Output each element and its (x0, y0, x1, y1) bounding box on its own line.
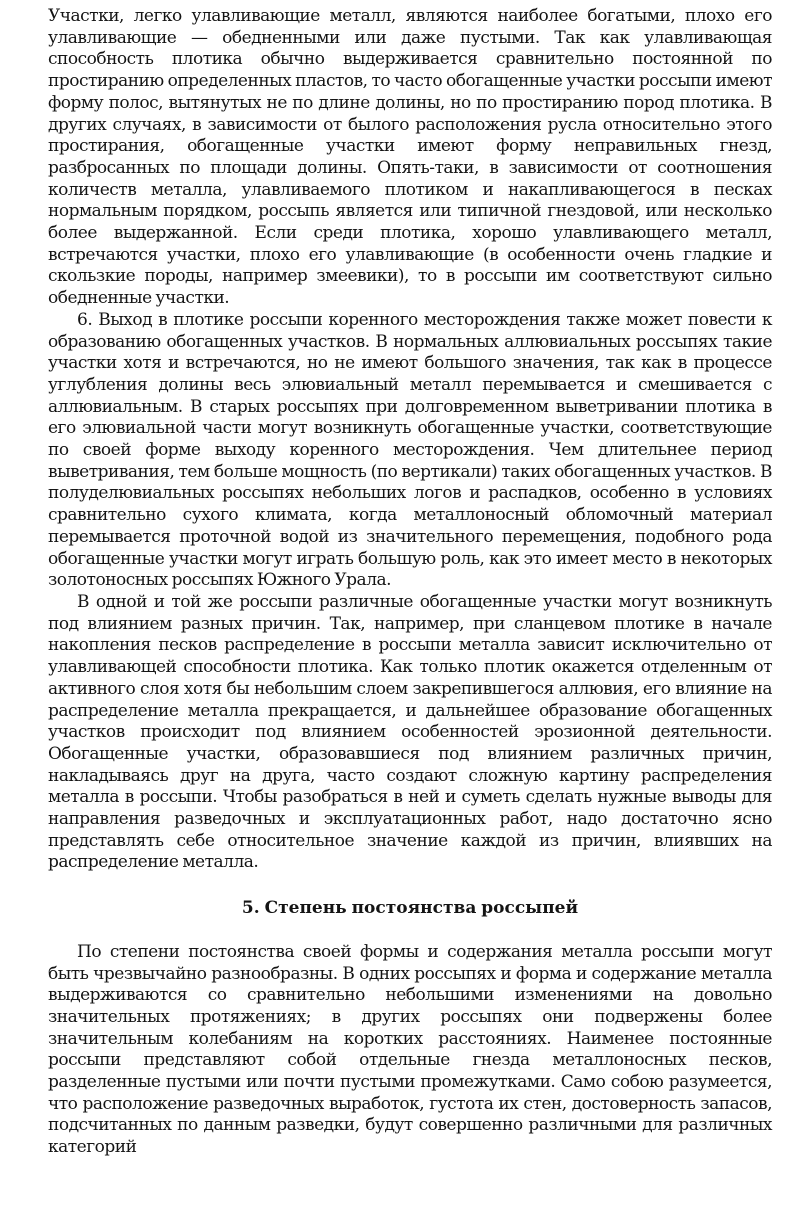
paragraph-causes: В одной и той же россыпи различные обогащенные участки могут возникнуть под влиянием разных причин. Так, например, при сланцевом плотике в начале накопления песков распределение в россыпи металла зависит исключительно от улавливающей способности плотика. Как только плотик окажется отделенным от активного слоя хотя бы небольшим слоем закрепившегося аллювия, его влияние на распределение металла прекращается, и дальнейшее образование обогащенных участков происходит под влиянием особенностей эрозионной деятельности. Обогащенные участки, образовавшиеся под влиянием различных причин, накладываясь друг на друга, часто создают сложную картину распределения металла в россыпи. Чтобы разобраться в ней и суметь сделать нужные выводы для направления разведочных и эксплуатационных работ, надо достаточно ясно представлять себе относительное значение каждой из причин, влиявших на распределение металла. (48, 591, 772, 873)
paragraph-constancy: По степени постоянства своей формы и содержания металла россыпи могут быть чрезвычайно разнообразны. В одних россыпях и форма и содержание металла выдерживаются со сравнительно небольшими изменениями на довольно значительных протяжениях; в других россыпях они подвержены более значительным колебаниям на коротких расстояниях. Наименее постоянные россыпи представляют собой отдельные гнезда металлоносных песков, разделенные пустыми или почти пустыми промежутками. Само собою разумеется, что расположение разведочных выработок, густота их стен, достоверность запасов, подсчитанных по данным разведки, будут совершенно различными для различных категорий (48, 941, 772, 1158)
paragraph-opening: Участки, легко улавливающие металл, являются наиболее богатыми, плохо его улавливающие — обедненными или даже пустыми. Так как улавливающая способность плотика обычно выдерживается сравнительно постоянной по простиранию определенных пластов, то часто обогащенные участки россыпи имеют форму полос, вытянутых не по длине долины, но по простиранию пород плотика. В других случаях, в зависимости от былого расположения русла относительно этого простирания, обогащенные участки имеют форму неправильных гнезд, разбросанных по площади долины. Опять-таки, в зависимости от соотношения количеств металла, улавливаемого плотиком и накапливающегося в песках нормальным порядком, россыпь является или типичной гнездовой, или несколько более выдержанной. Если среди плотика, хорошо улавливающего металл, встречаются участки, плохо его улавливающие (в особенности очень гладкие и скользкие породы, например змеевики), то в россыпи им соответствуют сильно обедненные участки. (48, 6, 772, 309)
section-heading: 5. Степень постоянства россыпей (241, 898, 579, 919)
paragraph-item-6: 6. Выход в плотике россыпи коренного месторождения также может повести к образованию обогащенных участков. В нормальных аллювиальных россыпях такие участки хотя и встречаются, но не имеют большого значения, так как в процессе углубления долины весь элювиальный металл перемывается и смешивается с аллювиальным. В старых россыпях при долговременном выветривании плотика в его элювиальной части могут возникнуть обогащенные участки, соответствующие по своей форме выходу коренного месторождения. Чем длительнее период выветривания, тем больше мощность (по вертикали) таких обогащенных участков. В полуделювиальных россыпях небольших логов и распадков, особенно в условиях сравнительно сухого климата, когда металлоносный обломочный материал перемывается проточной водой из значительного перемещения, подобного рода обогащенные участки могут играть большую роль, как это имеет место в некоторых золотоносных россыпях Южного Урала. (48, 309, 772, 591)
document-page (48, 6, 772, 1159)
